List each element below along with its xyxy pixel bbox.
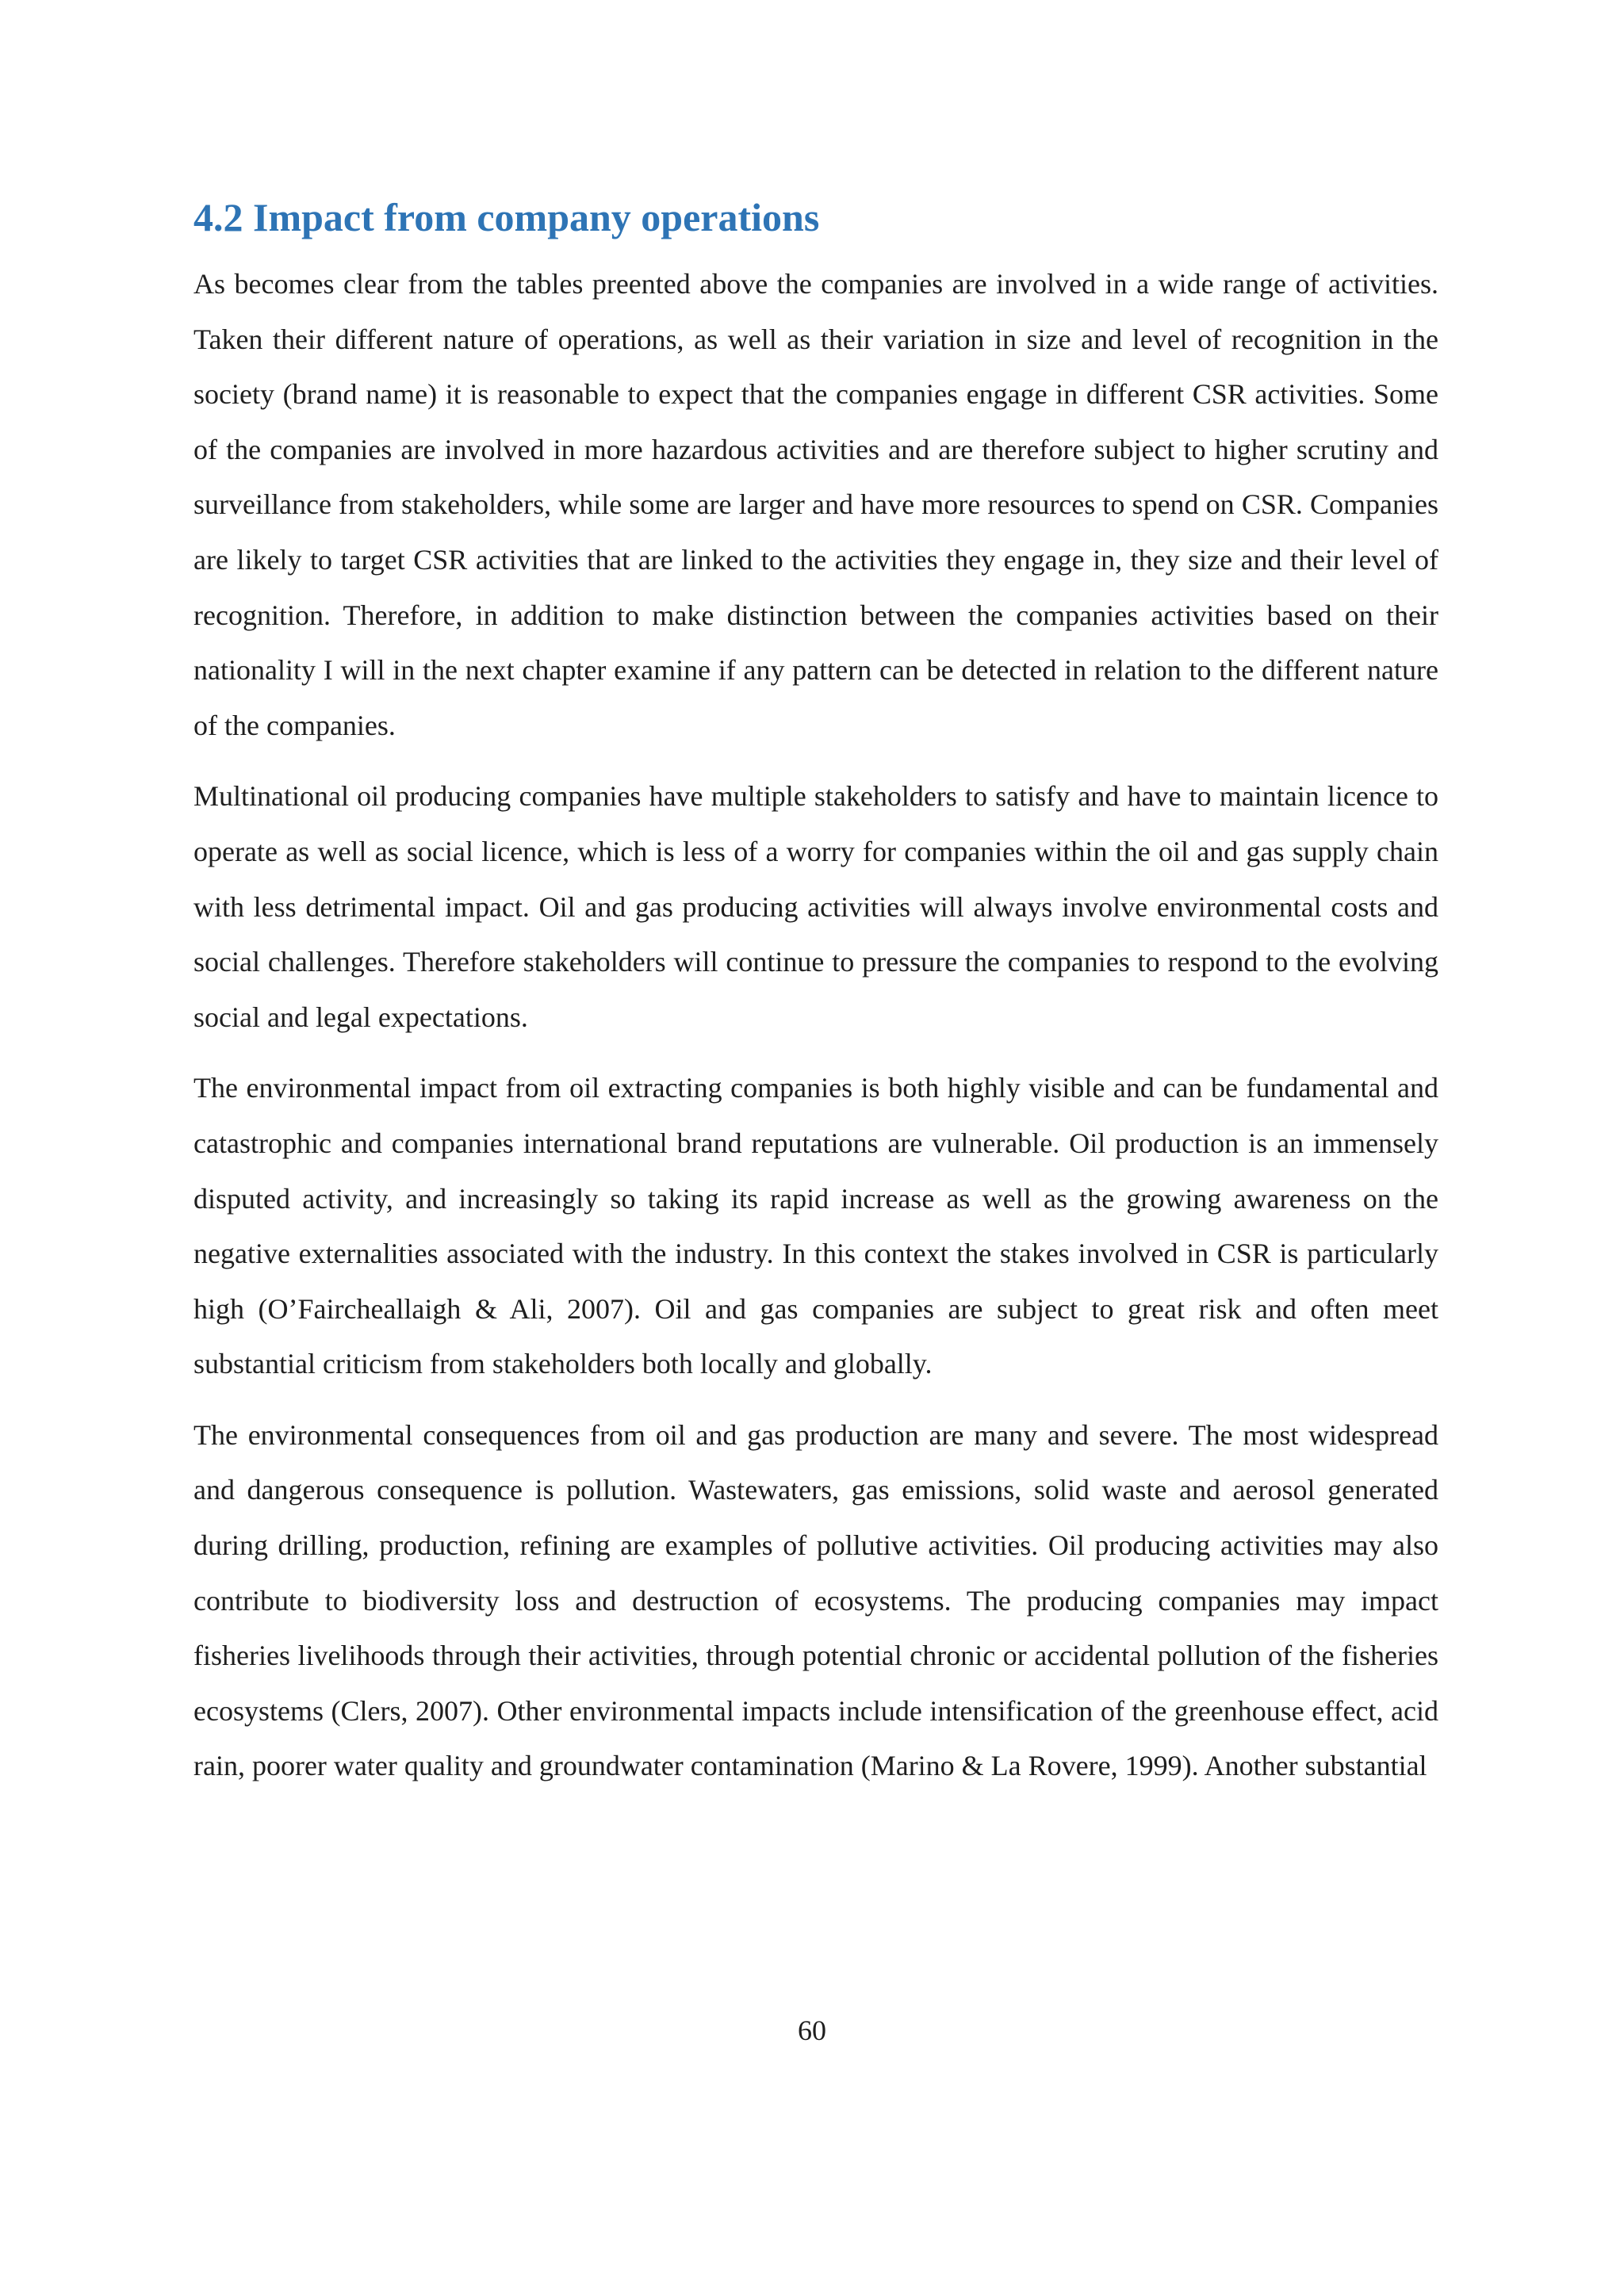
page-content bbox=[193, 189, 1438, 1810]
body-paragraph-4: The environmental consequences from oil and gas production are many and severe. The most widespread and dangerous consequence is pollution. Wastewaters, gas emissions, solid waste and aerosol generated during drilling, production, refining are examples of pollutive activities. Oil producing activities may also contribute to biodiversity loss and destruction of ecosystems. The producing companies may impact fisheries livelihoods through their activities, through potential chronic or accidental pollution of the fisheries ecosystems (Clers, 2007). Other environmental impacts include intensification of the greenhouse effect, acid rain, poorer water quality and groundwater contamination (Marino & La Rovere, 1999). Another substantial bbox=[193, 1418, 1438, 1782]
body-paragraph-2: Multinational oil producing companies have multiple stakeholders to satisfy and have to maintain licence to operate as well as social licence, which is less of a worry for companies within the oil and gas supply chain with less detrimental impact. Oil and gas producing activities will always involve environmental costs and social challenges. Therefore stakeholders will continue to pressure the companies to respond to the evolving social and legal expectations. bbox=[193, 780, 1438, 1033]
body-paragraph-1: As becomes clear from the tables preented above the companies are involved in a wide range of activities. Taken their different nature of operations, as well as their variation in size and level of recognition in the society (brand name) it is reasonable to expect that the companies engage in different CSR activities. Some of the companies are involved in more hazardous activities and are therefore subject to higher scrutiny and surveillance from stakeholders, while some are larger and have more resources to spend on CSR. Companies are likely to target CSR activities that are linked to the activities they engage in, they size and their level of recognition. Therefore, in addition to make distinction between the companies activities based on their nationality I will in the next chapter examine if any pattern can be detected in relation to the different nature of the companies. bbox=[193, 268, 1438, 741]
page-number: 60 bbox=[798, 2015, 826, 2046]
body-paragraph-3: The environmental impact from oil extracting companies is both highly visible and can be fundamental and catastrophic and companies international brand reputations are vulnerable. Oil production is an immensely disputed activity, and increasingly so taking its rapid increase as well as the growing awareness on the negative externalities associated with the industry. In this context the stakes involved in CSR is particularly high (O’Faircheallaigh & Ali, 2007). Oil and gas companies are subject to great risk and often meet substantial criticism from stakeholders both locally and globally. bbox=[193, 1072, 1438, 1380]
section-heading: 4.2 Impact from company operations bbox=[193, 195, 820, 239]
